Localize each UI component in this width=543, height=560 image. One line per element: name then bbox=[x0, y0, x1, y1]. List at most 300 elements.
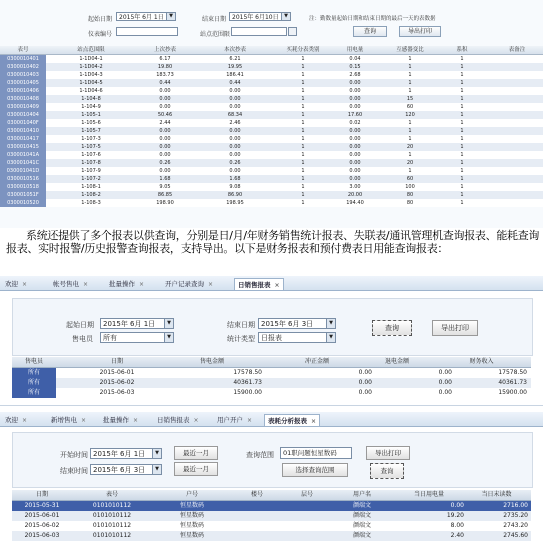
tab-label: 日销售报表 bbox=[238, 281, 271, 289]
table-cell: 6.21 bbox=[229, 56, 241, 62]
table-cell: 20.00 bbox=[347, 192, 363, 198]
table-cell: 1-107-5 bbox=[81, 144, 101, 150]
start-time-label: 开始时间 bbox=[60, 451, 88, 459]
start-date-value: 2015年 6月 1日 bbox=[119, 14, 164, 21]
table-cell: 0.00 bbox=[229, 96, 241, 102]
column-header[interactable]: 互感器变比 bbox=[396, 47, 424, 53]
description-text: 系统还提供了多个报表以供查询，分别是日/月/年财务销售统计报表、失联表/通讯管理机查询报表、能耗查询报表、实时报警/历史报警查询报表，支持导出。以下是财务报表和预付费表日用能查询报表： bbox=[6, 229, 540, 255]
close-icon[interactable]: × bbox=[311, 418, 317, 425]
table-cell: 1 bbox=[301, 144, 305, 150]
table-cell: 1-107-8 bbox=[81, 160, 101, 166]
table-row[interactable] bbox=[12, 501, 531, 511]
table-cell: 2015-06-02 bbox=[24, 522, 60, 529]
query-range-input[interactable] bbox=[280, 447, 352, 459]
table-cell: 15900.00 bbox=[233, 389, 262, 396]
table-cell: 0.00 bbox=[349, 96, 361, 102]
table-cell: 1 bbox=[460, 56, 464, 62]
close-icon[interactable]: × bbox=[81, 417, 87, 424]
table-cell: 1 bbox=[408, 80, 412, 86]
table-cell: 0.00 bbox=[438, 389, 452, 396]
end-date-label: 结束日期 bbox=[202, 16, 227, 23]
table-cell: 0.00 bbox=[358, 389, 372, 396]
table-cell: 0.00 bbox=[159, 168, 171, 174]
table-cell: 1 bbox=[460, 160, 464, 166]
table-cell: 2015-06-03 bbox=[99, 389, 135, 396]
close-icon[interactable]: × bbox=[247, 417, 253, 424]
table-cell: 1-108-3 bbox=[81, 200, 101, 206]
table-cell: 0.00 bbox=[229, 136, 241, 142]
table-cell: 所有 bbox=[12, 388, 56, 398]
table-cell: 0.00 bbox=[229, 104, 241, 110]
chevron-down-icon: ▼ bbox=[152, 465, 161, 474]
table-cell: 15900.00 bbox=[498, 389, 527, 396]
table-cell: 0300010404 bbox=[0, 111, 46, 119]
end-date-value: 2015年 6月 3日 bbox=[261, 320, 314, 328]
table-cell: 1-1D04-1 bbox=[79, 56, 103, 62]
close-icon[interactable]: × bbox=[83, 281, 89, 288]
table-cell: 2.44 bbox=[159, 120, 171, 126]
table-cell: 1-107-3 bbox=[81, 136, 101, 142]
table-cell: 0.26 bbox=[159, 160, 171, 166]
table-cell: 0.00 bbox=[349, 80, 361, 86]
tab-welcome[interactable] bbox=[2, 278, 30, 290]
tab-consumption-analysis[interactable] bbox=[264, 414, 320, 426]
table-cell: 0.00 bbox=[229, 128, 241, 134]
table-cell: 0.00 bbox=[349, 152, 361, 158]
column-header[interactable]: 系积 bbox=[456, 47, 468, 53]
table-cell: 所有 bbox=[12, 378, 56, 388]
table-row[interactable] bbox=[0, 183, 543, 191]
table-cell: 1-1D04-6 bbox=[79, 88, 103, 94]
column-header[interactable]: 楼号 bbox=[250, 491, 263, 498]
table-cell: 40361.73 bbox=[233, 379, 262, 386]
table-cell: 1-105-1 bbox=[81, 112, 101, 118]
start-date-label: 起始日期 bbox=[88, 16, 113, 23]
start-date-picker[interactable] bbox=[100, 318, 174, 329]
daily-sales-report-panel bbox=[0, 276, 543, 406]
tab-bar bbox=[0, 276, 543, 291]
query-range-value: 01职问题恒星数码 bbox=[283, 449, 337, 457]
end-date-label: 结束日期 bbox=[227, 321, 255, 329]
tab-new-sale[interactable] bbox=[48, 414, 89, 426]
chevron-down-icon: ▼ bbox=[166, 13, 175, 20]
meter-no-input[interactable] bbox=[116, 27, 178, 36]
column-header[interactable]: 本次抄表 bbox=[223, 47, 246, 53]
stat-type-select[interactable] bbox=[258, 332, 336, 343]
table-cell: 1 bbox=[408, 72, 412, 78]
end-date-picker[interactable] bbox=[258, 318, 336, 329]
table-cell: 20 bbox=[406, 160, 414, 166]
table-cell: 0.00 bbox=[349, 104, 361, 110]
table-cell: 9.08 bbox=[229, 184, 241, 190]
table-cell: 1-104-8 bbox=[81, 96, 101, 102]
column-header[interactable]: 买耗分表类别 bbox=[286, 47, 320, 53]
table-cell: 1-107-6 bbox=[81, 152, 101, 158]
table-cell: 1 bbox=[460, 200, 464, 206]
table-header bbox=[12, 357, 531, 368]
table-cell: 19.20 bbox=[446, 512, 464, 519]
select-range-button[interactable]: 选择查询范围 bbox=[282, 463, 348, 477]
table-cell: 0300010410 bbox=[0, 127, 46, 135]
table-cell: 1 bbox=[460, 120, 464, 126]
table-cell: 1 bbox=[301, 120, 305, 126]
tab-welcome[interactable] bbox=[2, 414, 30, 426]
table-cell: 0101010112 bbox=[92, 532, 132, 539]
chevron-down-icon: ▼ bbox=[281, 13, 290, 20]
start-date-label: 起始日期 bbox=[66, 321, 94, 329]
column-header[interactable]: 日期 bbox=[110, 358, 123, 365]
end-date-picker[interactable] bbox=[229, 12, 291, 21]
table-cell: 0300010516 bbox=[0, 175, 46, 183]
table-cell: 1-107-2 bbox=[81, 176, 101, 182]
table-cell: 15 bbox=[406, 96, 414, 102]
tab-batch-ops[interactable] bbox=[106, 278, 147, 290]
description-paragraph bbox=[6, 229, 540, 255]
table-cell: 0300010408 bbox=[0, 95, 46, 103]
table-cell: 恒星数码 bbox=[179, 502, 204, 509]
table-cell: 80 bbox=[406, 192, 414, 198]
table-cell: 0.26 bbox=[229, 160, 241, 166]
table-cell: 194.40 bbox=[346, 200, 364, 206]
column-header[interactable]: 上次抄表 bbox=[153, 47, 176, 53]
table-cell: 40361.73 bbox=[498, 379, 527, 386]
close-icon[interactable]: × bbox=[22, 417, 28, 424]
table-cell: 0.00 bbox=[358, 369, 372, 376]
table-cell: 1 bbox=[301, 64, 305, 70]
table-cell: 030001041C bbox=[0, 159, 46, 167]
table-cell: 0.00 bbox=[159, 128, 171, 134]
table-cell: 2716.00 bbox=[503, 502, 528, 509]
table-cell: 2743.20 bbox=[503, 522, 528, 529]
table-row[interactable] bbox=[0, 143, 543, 151]
query-button[interactable]: 查询 bbox=[353, 26, 387, 37]
tab-batch-ops[interactable] bbox=[100, 414, 141, 426]
table-cell: 183.73 bbox=[156, 72, 174, 78]
column-header[interactable]: 售电员 bbox=[24, 358, 43, 365]
table-cell: 030001051F bbox=[0, 191, 46, 199]
table-cell: 1-105-6 bbox=[81, 120, 101, 126]
table-cell: 0101010112 bbox=[92, 522, 132, 529]
table-cell: 0.00 bbox=[349, 88, 361, 94]
table-cell: 0.02 bbox=[349, 120, 361, 126]
table-cell: 60 bbox=[406, 104, 414, 110]
table-cell: 恒星数码 bbox=[179, 512, 204, 519]
table-row[interactable] bbox=[0, 175, 543, 183]
table-cell: 恒星数码 bbox=[179, 532, 204, 539]
table-row[interactable] bbox=[0, 87, 543, 95]
tab-user-open[interactable] bbox=[214, 414, 255, 426]
table-cell: 恒星数码 bbox=[179, 522, 204, 529]
table-cell: 0.00 bbox=[159, 136, 171, 142]
table-cell: 0.00 bbox=[159, 104, 171, 110]
close-icon[interactable]: × bbox=[208, 281, 214, 288]
chevron-down-icon: ▼ bbox=[326, 333, 335, 342]
tab-label: 欢迎 bbox=[5, 416, 18, 424]
table-cell: 1 bbox=[408, 120, 412, 126]
table-row[interactable] bbox=[0, 135, 543, 143]
station-range-label: 站点范围限 bbox=[200, 31, 231, 38]
table-row[interactable] bbox=[0, 63, 543, 71]
table-cell: 1 bbox=[301, 88, 305, 94]
table-row[interactable] bbox=[12, 388, 531, 398]
table-cell: 1 bbox=[408, 64, 412, 70]
table-cell: 17578.50 bbox=[233, 369, 262, 376]
seller-label: 售电员 bbox=[72, 335, 93, 343]
chevron-down-icon: ▼ bbox=[164, 333, 173, 342]
table-cell: 0.00 bbox=[159, 152, 171, 158]
table-header bbox=[0, 46, 543, 55]
table-cell: 0.00 bbox=[229, 88, 241, 94]
table-cell: 0.44 bbox=[229, 80, 241, 86]
table-cell: 颜端文 bbox=[352, 502, 371, 509]
table-row[interactable] bbox=[0, 167, 543, 175]
table-cell: 6.17 bbox=[159, 56, 171, 62]
close-icon[interactable]: × bbox=[139, 281, 145, 288]
table-cell: 1-104-9 bbox=[81, 104, 101, 110]
table-cell: 0.00 bbox=[349, 144, 361, 150]
tab-label: 日销售报表 bbox=[157, 416, 190, 424]
end-time-value: 2015年 6月 3日 bbox=[93, 466, 146, 474]
table-cell: 0.00 bbox=[438, 379, 452, 386]
column-header[interactable]: 日期 bbox=[35, 491, 48, 498]
tab-label: 开户记录查询 bbox=[165, 280, 204, 288]
table-cell: 0.44 bbox=[159, 80, 171, 86]
table-cell: 1 bbox=[460, 72, 464, 78]
recent-month-button[interactable]: 最近一月 bbox=[174, 462, 218, 476]
table-cell: 2015-06-01 bbox=[24, 512, 60, 519]
chevron-down-icon: ▼ bbox=[326, 319, 335, 328]
table-cell: 0.00 bbox=[349, 168, 361, 174]
table-cell: 9.05 bbox=[159, 184, 171, 190]
tab-label: 欢迎 bbox=[5, 280, 18, 288]
table-cell: 1 bbox=[301, 200, 305, 206]
table-cell: 1 bbox=[301, 72, 305, 78]
tab-account-sale[interactable] bbox=[50, 278, 91, 290]
column-header[interactable]: 冲正金额 bbox=[304, 358, 329, 365]
table-cell: 所有 bbox=[12, 368, 56, 378]
table-cell: 198.90 bbox=[156, 200, 174, 206]
table-cell: 1 bbox=[460, 136, 464, 142]
start-date-picker[interactable] bbox=[116, 12, 176, 21]
table-row[interactable] bbox=[12, 368, 531, 378]
table-cell: 0.00 bbox=[349, 160, 361, 166]
table-cell: 0.00 bbox=[349, 128, 361, 134]
table-cell: 030001040F bbox=[0, 119, 46, 127]
chevron-down-icon: ▼ bbox=[152, 449, 161, 458]
table-cell: 1-1D04-5 bbox=[79, 80, 103, 86]
column-header[interactable]: 户号 bbox=[185, 491, 198, 498]
table-cell: 17.60 bbox=[347, 112, 363, 118]
export-print-button[interactable]: 导出打印 bbox=[366, 446, 410, 460]
end-time-picker[interactable] bbox=[90, 464, 162, 475]
table-cell: 1 bbox=[460, 184, 464, 190]
table-cell: 80 bbox=[406, 200, 414, 206]
table-cell: 0300010403 bbox=[0, 71, 46, 79]
filter-area bbox=[12, 432, 533, 488]
table-row[interactable] bbox=[0, 151, 543, 159]
column-header[interactable]: 表号 bbox=[105, 491, 118, 498]
table-cell: 17578.50 bbox=[498, 369, 527, 376]
column-header[interactable]: 用电量 bbox=[346, 47, 364, 53]
query-button[interactable]: 查询 bbox=[370, 463, 404, 479]
table-cell: 0300010409 bbox=[0, 103, 46, 111]
table-cell: 3.00 bbox=[349, 184, 361, 190]
tab-label: 用户开户 bbox=[217, 416, 243, 424]
table-cell: 19.95 bbox=[227, 64, 243, 70]
column-header[interactable]: 站点范围限 bbox=[77, 47, 105, 53]
tab-daily-sales[interactable] bbox=[234, 278, 284, 290]
column-header[interactable]: 表号 bbox=[17, 47, 29, 53]
date-note: 注：勤数量起始日期和结束日期的最后一天的表数据 bbox=[309, 16, 436, 22]
table-cell: 1-1D04-2 bbox=[79, 64, 103, 70]
table-cell: 0.00 bbox=[159, 88, 171, 94]
column-header[interactable]: 表备注 bbox=[508, 47, 526, 53]
table-cell: 0300010402 bbox=[0, 63, 46, 71]
table-row[interactable] bbox=[12, 511, 531, 521]
table-row[interactable] bbox=[0, 191, 543, 199]
query-button[interactable]: 查询 bbox=[372, 320, 412, 336]
table-cell: 颜端文 bbox=[352, 522, 371, 529]
table-cell: 0.00 bbox=[229, 152, 241, 158]
table-cell: 2735.20 bbox=[503, 512, 528, 519]
table-row[interactable] bbox=[12, 531, 531, 541]
table-cell: 2015-06-03 bbox=[24, 532, 60, 539]
table-cell: 86.90 bbox=[227, 192, 243, 198]
table-cell: 0.00 bbox=[438, 369, 452, 376]
table-cell: 120 bbox=[405, 112, 415, 118]
table-cell: 0.00 bbox=[229, 144, 241, 150]
table-cell: 1 bbox=[301, 160, 305, 166]
station-range-input[interactable] bbox=[231, 27, 287, 36]
close-icon[interactable]: × bbox=[133, 417, 139, 424]
table-cell: 1 bbox=[301, 56, 305, 62]
table-row[interactable] bbox=[0, 159, 543, 167]
table-row[interactable] bbox=[0, 127, 543, 135]
tab-bar bbox=[0, 412, 543, 427]
column-header[interactable]: 退电金额 bbox=[384, 358, 409, 365]
table-cell: 颜端文 bbox=[352, 532, 371, 539]
tab-label: 新增售电 bbox=[51, 416, 77, 424]
export-print-button[interactable]: 导出打印 bbox=[399, 26, 441, 37]
table-cell: 186.41 bbox=[226, 72, 244, 78]
close-icon[interactable]: × bbox=[274, 282, 280, 289]
tab-label: 表耗分析报表 bbox=[268, 417, 307, 425]
table-cell: 0.00 bbox=[229, 168, 241, 174]
table-cell: 1-1D04-3 bbox=[79, 72, 103, 78]
column-header[interactable]: 当日末读数 bbox=[481, 491, 512, 498]
close-icon[interactable]: × bbox=[22, 281, 28, 288]
chevron-down-icon: ▼ bbox=[164, 319, 173, 328]
table-cell: 0101010112 bbox=[92, 502, 132, 509]
tab-daily-sales[interactable] bbox=[154, 414, 202, 426]
table-cell: 0.04 bbox=[349, 56, 361, 62]
table-cell: 1 bbox=[301, 112, 305, 118]
table-cell: 1 bbox=[301, 184, 305, 190]
table-cell: 0300010417 bbox=[0, 135, 46, 143]
seller-select[interactable] bbox=[100, 332, 174, 343]
table-cell: 1 bbox=[460, 88, 464, 94]
column-header[interactable]: 售电金额 bbox=[199, 358, 224, 365]
table-row[interactable] bbox=[0, 119, 543, 127]
column-header[interactable]: 当日用电量 bbox=[413, 491, 444, 498]
table-cell: 1 bbox=[460, 152, 464, 158]
end-time-label: 结束时间 bbox=[60, 467, 88, 475]
seller-value: 所有 bbox=[103, 334, 117, 342]
column-header[interactable]: 层号 bbox=[300, 491, 313, 498]
tab-label: 批量操作 bbox=[103, 416, 129, 424]
end-date-value: 2015年 6月10日 bbox=[232, 14, 279, 21]
export-print-button[interactable]: 导出打印 bbox=[432, 320, 478, 336]
table-cell: 1 bbox=[460, 64, 464, 70]
browse-icon[interactable] bbox=[288, 27, 297, 36]
table-cell: 60 bbox=[406, 176, 414, 182]
start-date-value: 2015年 6月 1日 bbox=[103, 320, 156, 328]
table-cell: 1-105-7 bbox=[81, 128, 101, 134]
table-row[interactable] bbox=[0, 71, 543, 79]
table-row[interactable] bbox=[0, 95, 543, 103]
table-cell: 1 bbox=[460, 80, 464, 86]
consumption-analysis-panel bbox=[0, 412, 543, 560]
table-row[interactable] bbox=[0, 55, 543, 63]
table-cell: 1 bbox=[460, 144, 464, 150]
table-row[interactable] bbox=[12, 521, 531, 531]
table-cell: 1 bbox=[301, 192, 305, 198]
table-row[interactable] bbox=[0, 79, 543, 87]
table-cell: 2015-06-02 bbox=[99, 379, 135, 386]
column-header[interactable]: 财务收入 bbox=[469, 358, 494, 365]
table-cell: 0.00 bbox=[159, 144, 171, 150]
close-icon[interactable]: × bbox=[193, 417, 199, 424]
table-row[interactable] bbox=[12, 378, 531, 388]
table-cell: 0300010401 bbox=[0, 55, 46, 63]
stat-type-value: 日报表 bbox=[261, 334, 282, 342]
table-row[interactable] bbox=[0, 111, 543, 119]
table-cell: 68.34 bbox=[227, 112, 243, 118]
table-cell: 1.68 bbox=[159, 176, 171, 182]
table-cell: 1 bbox=[408, 56, 412, 62]
start-time-value: 2015年 6月 1日 bbox=[93, 450, 146, 458]
table-cell: 1 bbox=[301, 80, 305, 86]
table-cell: 030001041D bbox=[0, 167, 46, 175]
table-cell: 1 bbox=[460, 128, 464, 134]
table-cell: 0101010112 bbox=[92, 512, 132, 519]
column-header[interactable]: 用户名 bbox=[352, 491, 371, 498]
table-cell: 2015-06-01 bbox=[99, 369, 135, 376]
table-cell: 1 bbox=[301, 96, 305, 102]
recent-month-button[interactable]: 最近一月 bbox=[174, 446, 218, 460]
table-cell: 1 bbox=[408, 136, 412, 142]
table-cell: 86.85 bbox=[157, 192, 173, 198]
table-cell: 0300010415 bbox=[0, 143, 46, 151]
table-row[interactable] bbox=[0, 199, 543, 207]
table-row[interactable] bbox=[0, 103, 543, 111]
table-cell: 1 bbox=[301, 176, 305, 182]
table-cell: 0300010406 bbox=[0, 87, 46, 95]
query-range-label: 查询范围 bbox=[246, 451, 274, 459]
table-header bbox=[12, 490, 531, 501]
table-cell: 0.00 bbox=[358, 379, 372, 386]
table-cell: 1 bbox=[460, 112, 464, 118]
table-cell: 2745.60 bbox=[503, 532, 528, 539]
tab-account-records[interactable] bbox=[162, 278, 216, 290]
start-time-picker[interactable] bbox=[90, 448, 162, 459]
table-cell: 1 bbox=[460, 104, 464, 110]
table-cell: 0.00 bbox=[349, 176, 361, 182]
table-cell: 颜端文 bbox=[352, 512, 371, 519]
table-cell: 198.95 bbox=[226, 200, 244, 206]
table-cell: 0300010520 bbox=[0, 199, 46, 207]
table-cell: 2.46 bbox=[229, 120, 241, 126]
